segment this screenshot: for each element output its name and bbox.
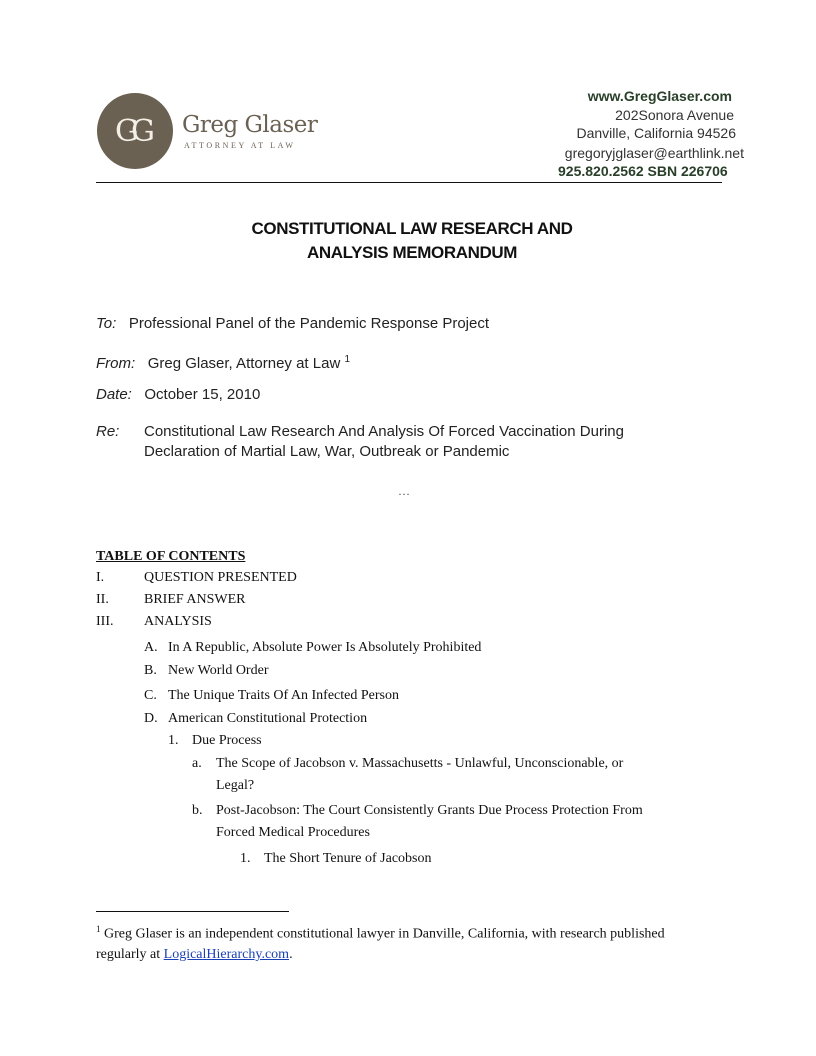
toc-number: II. [96, 592, 109, 607]
section-separator: … [398, 484, 410, 498]
contact-city: Danville, California 94526 [576, 125, 736, 141]
toc-number: III. [96, 614, 114, 629]
date-value: October 15, 2010 [144, 386, 261, 403]
re-label: Re: [96, 423, 120, 440]
toc-number: a. [192, 756, 202, 771]
to-label: To: [96, 315, 117, 332]
contact-address: 202Sonora Avenue [615, 107, 734, 123]
toc-text: American Constitutional Protection [168, 711, 368, 726]
from-value: Greg Glaser, Attorney at Law [147, 355, 341, 372]
toc-text: New World Order [168, 663, 269, 678]
re-line-1: Constitutional Law Research And Analysis Of Forced Vaccination During [144, 423, 624, 440]
memo-title-line-2: ANALYSIS MEMORANDUM [307, 243, 517, 262]
footnote-divider [96, 911, 289, 912]
contact-website[interactable]: www.GregGlaser.com [587, 88, 732, 104]
toc-text: Due Process [192, 733, 262, 748]
toc-number: 1. [168, 733, 179, 748]
toc-text: The Scope of Jacobson v. Massachusetts - Unlawful, Unconscionable, or [216, 756, 624, 771]
logo-monogram: GG [115, 113, 147, 149]
contact-phone: 925.820.2562 SBN 226706 [558, 163, 728, 179]
logo-name: Greg Glaser [182, 112, 318, 138]
toc-heading: TABLE OF CONTENTS [96, 549, 246, 564]
footnote-text: Greg Glaser is an independent constitutional lawyer in Danville, California, with research published regularly at [96, 926, 665, 962]
logo-emblem [97, 93, 173, 169]
toc-text: BRIEF ANSWER [144, 592, 246, 607]
header-divider [96, 182, 722, 183]
toc-text: QUESTION PRESENTED [144, 570, 297, 585]
toc-number: A. [144, 640, 158, 655]
contact-email[interactable]: gregoryjglaser@earthlink.net [564, 145, 744, 161]
re-line-2: Declaration of Martial Law, War, Outbreak or Pandemic [144, 443, 510, 460]
footnote-link[interactable]: LogicalHierarchy.com [163, 946, 290, 962]
memo-from [96, 354, 350, 372]
toc-number: C. [144, 688, 157, 703]
toc-text: The Short Tenure of Jacobson [264, 851, 432, 866]
footnote-end: . [289, 946, 293, 962]
to-value: Professional Panel of the Pandemic Response Project [128, 315, 490, 332]
logo-subtitle: ATTORNEY AT LAW [184, 141, 296, 150]
memo-re [96, 423, 624, 440]
toc-number: B. [144, 663, 157, 678]
memo-date [96, 386, 260, 403]
toc-text: In A Republic, Absolute Power Is Absolutely Prohibited [168, 640, 482, 655]
from-label: From: [96, 355, 136, 372]
toc-number: D. [144, 711, 158, 726]
memo-title-line-1: CONSTITUTIONAL LAW RESEARCH AND [251, 219, 573, 238]
memo-to [96, 315, 489, 332]
toc-text: Post-Jacobson: The Court Consistently Grants Due Process Protection From [216, 803, 643, 818]
toc-number: I. [96, 570, 105, 585]
toc-number: 1. [240, 851, 251, 866]
from-footnote-ref[interactable]: 1 [344, 354, 351, 365]
footnote [96, 919, 706, 965]
footnote-marker: 1 [96, 924, 101, 934]
toc-text: The Unique Traits Of An Infected Person [168, 688, 399, 703]
toc-text: Forced Medical Procedures [216, 825, 370, 840]
date-label: Date: [96, 386, 132, 403]
toc-text: Legal? [216, 778, 255, 793]
toc-number: b. [192, 803, 203, 818]
toc-text: ANALYSIS [144, 614, 212, 629]
